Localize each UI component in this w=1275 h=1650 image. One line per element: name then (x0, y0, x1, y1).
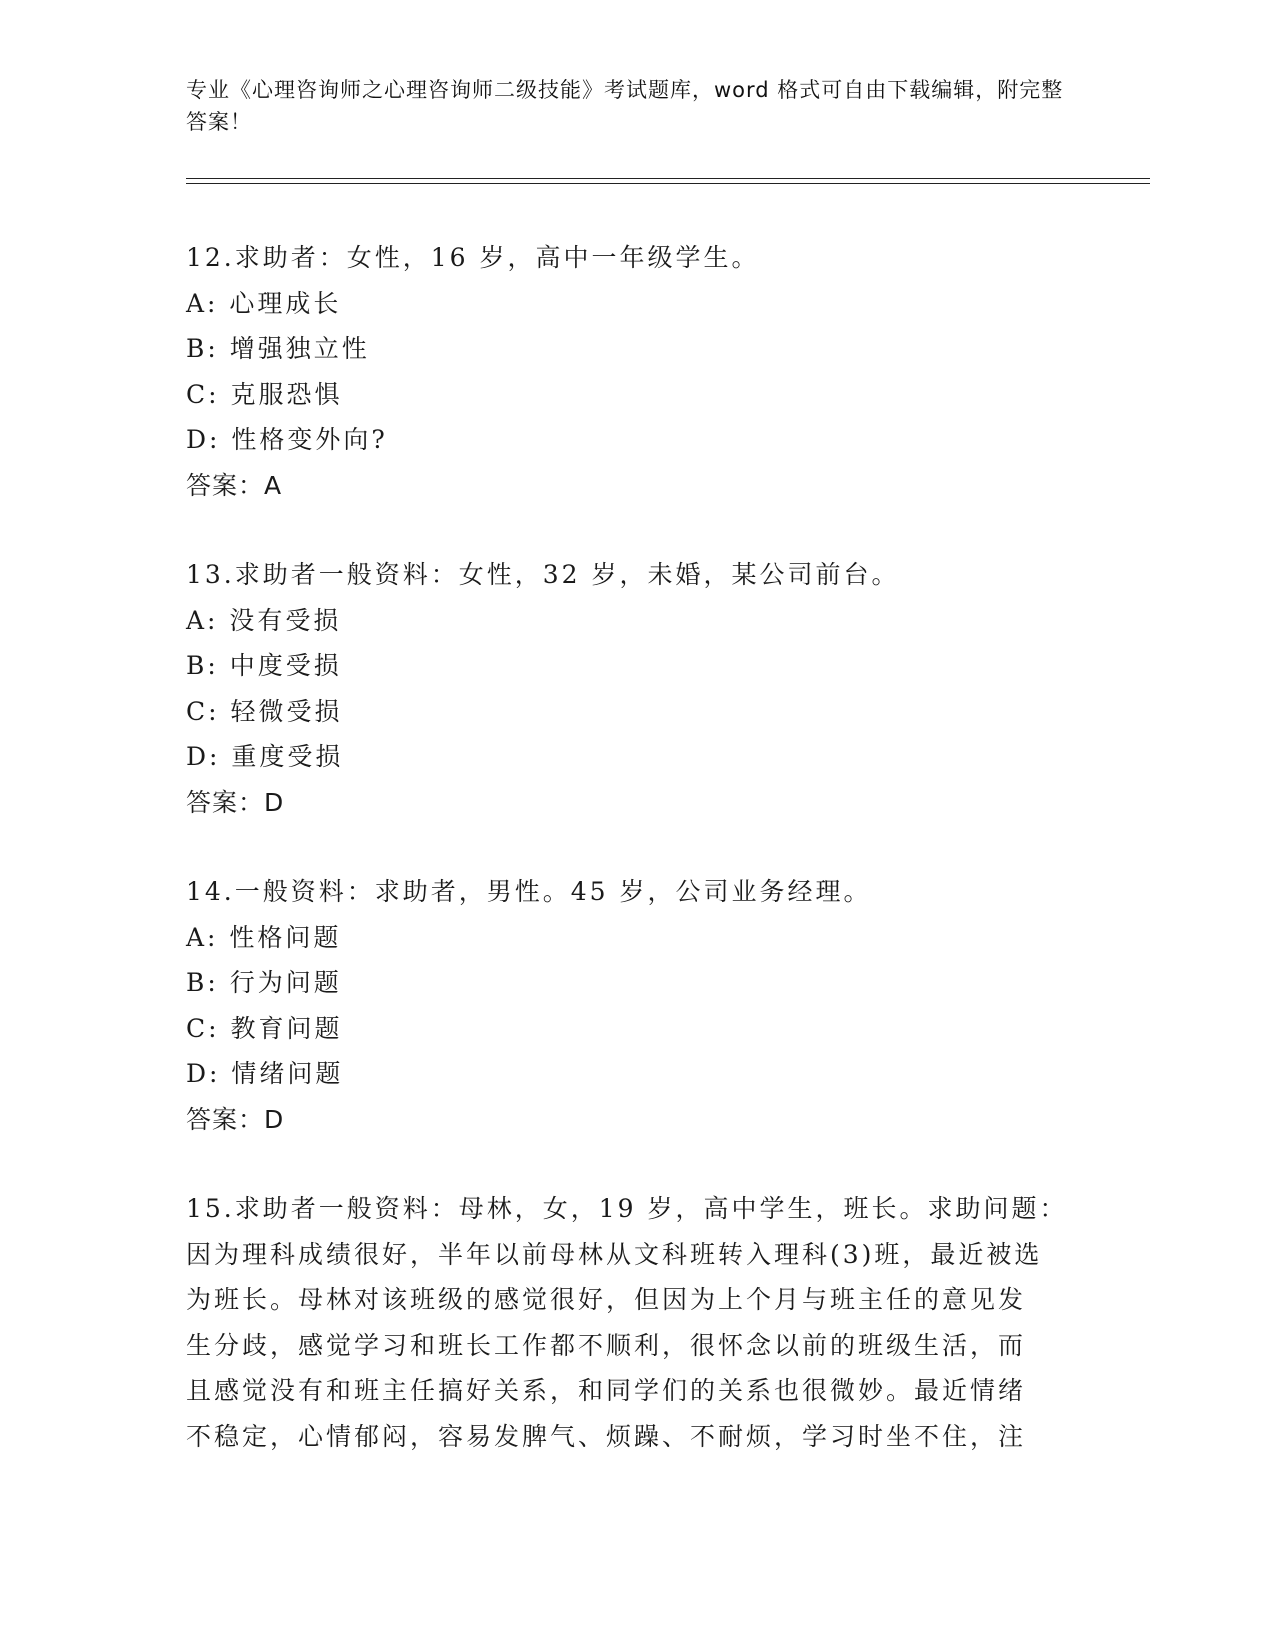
option-b: B: 中度受损 (186, 651, 342, 680)
question-15-line-5: 且感觉没有和班主任搞好关系，和同学们的关系也很微妙。最近情绪 (186, 1376, 1027, 1405)
question-stem: 14.一般资料：求助者，男性。45 岁，公司业务经理。 (186, 877, 872, 906)
document-header: 专业《心理咨询师之心理咨询师二级技能》考试题库，word 格式可自由下载编辑，附完整答案！ (186, 78, 1064, 134)
question-15-line-1: 15.求助者一般资料：母林，女，19 岁，高中学生，班长。求助问题： (186, 1194, 1068, 1223)
option-a: A: 性格问题 (186, 922, 342, 952)
option-d: D: 性格变外向? (186, 425, 388, 454)
question-15 (186, 1186, 1086, 1459)
answer-line: 答案：D (186, 1104, 285, 1134)
answer-line: 答案：D (186, 787, 285, 817)
option-c: C: 克服恐惧 (186, 379, 343, 409)
question-list (186, 235, 1086, 1503)
question-14 (186, 869, 1086, 1142)
question-15-line-2: 因为理科成绩很好，半年以前母林从文科班转入理科(3)班，最近被选 (186, 1239, 1043, 1269)
question-13 (186, 552, 1086, 825)
header-divider-bottom (186, 183, 1150, 184)
option-c: C: 教育问题 (186, 1013, 343, 1043)
question-stem: 13.求助者一般资料：女性，32 岁，未婚，某公司前台。 (186, 560, 900, 589)
option-c: C: 轻微受损 (186, 696, 343, 726)
question-stem: 12.求助者：女性，16 岁，高中一年级学生。 (186, 243, 760, 272)
question-12 (186, 235, 1086, 508)
question-15-line-4: 生分歧，感觉学习和班长工作都不顺利，很怀念以前的班级生活，而 (186, 1330, 1027, 1360)
question-15-line-3: 为班长。母林对该班级的感觉很好，但因为上个月与班主任的意见发 (186, 1285, 1027, 1314)
answer-line: 答案：A (186, 470, 283, 500)
question-15-line-6: 不稳定，心情郁闷，容易发脾气、烦躁、不耐烦，学习时坐不住，注 (186, 1421, 1027, 1451)
option-b: B: 增强独立性 (186, 334, 370, 363)
option-d: D: 情绪问题 (186, 1059, 344, 1088)
option-d: D: 重度受损 (186, 742, 344, 771)
header-divider-top (186, 178, 1150, 179)
option-a: A: 没有受损 (186, 605, 342, 635)
option-a: A: 心理成长 (186, 288, 342, 318)
option-b: B: 行为问题 (186, 968, 342, 997)
